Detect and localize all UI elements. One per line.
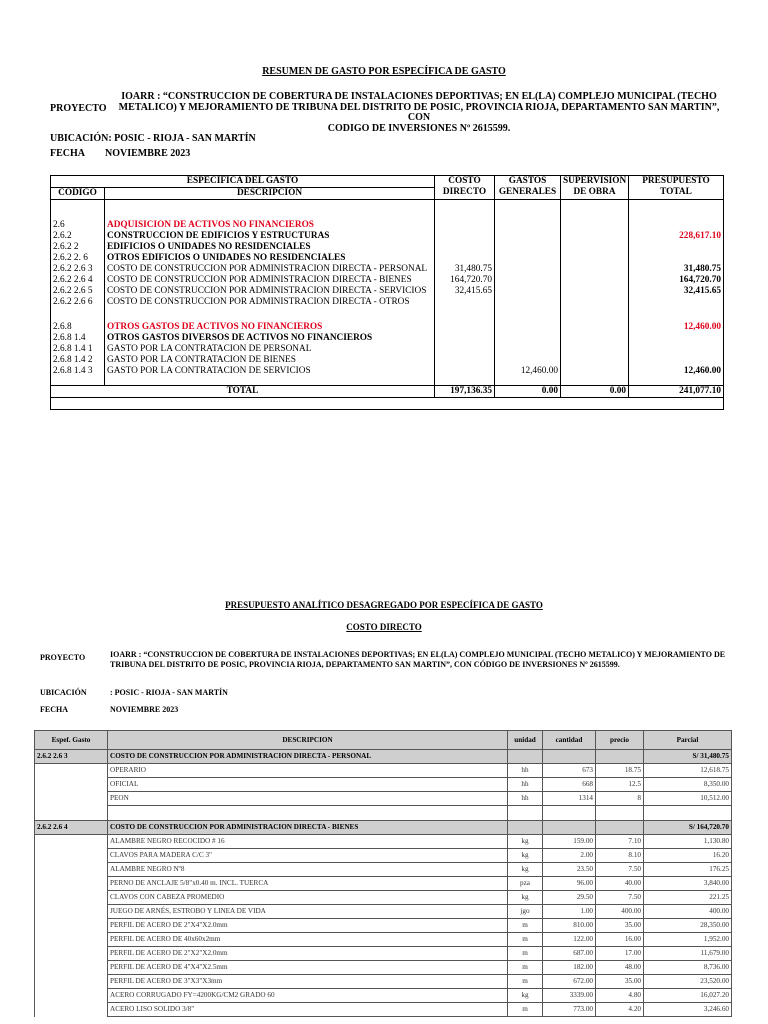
summary-desc-cell: CONSTRUCCION DE EDIFICIOS Y ESTRUCTURAS [105, 231, 435, 242]
summary-supervision-cell [561, 231, 629, 242]
summary-total-presupuesto: 241,077.10 [629, 386, 724, 398]
detail-empty-cell [508, 821, 543, 835]
summary-desc-cell: OTROS GASTOS DE ACTIVOS NO FINANCIEROS [105, 322, 435, 333]
summary-gastos-cell: 12,460.00 [495, 366, 561, 377]
summary-row [51, 242, 724, 253]
detail-item-desc: OFICIAL [108, 778, 508, 792]
detail-item-parcial: 3,840.00 [644, 877, 732, 891]
summary-row [51, 297, 724, 308]
detail-item-row [35, 989, 732, 1003]
summary-total-gastos: 0.00 [495, 386, 561, 398]
detail-item-unidad: m [508, 961, 543, 975]
detail-code-blank [35, 835, 108, 849]
detail-item-parcial: 1,130.80 [644, 835, 732, 849]
detail-item-desc: ALAMBRE NEGRO Nº8 [108, 863, 508, 877]
summary-gastos-cell [495, 275, 561, 286]
summary-supervision-cell [561, 275, 629, 286]
header-costo-line2: DIRECTO [442, 187, 487, 197]
summary-row [51, 355, 724, 366]
detail-item-row [35, 891, 732, 905]
summary-spacer-cell [435, 200, 495, 221]
detail-item-desc: JUEGO DE ARNÉS, ESTROBO Y LINEA DE VIDA [108, 905, 508, 919]
detail-item-row [35, 877, 732, 891]
summary-gastos-cell [495, 242, 561, 253]
summary-gastos-cell [495, 253, 561, 264]
summary-presupuesto-cell [629, 333, 724, 344]
detail-item-parcial: 28,350.00 [644, 919, 732, 933]
detail-header-espec: Espef. Gasto [35, 731, 108, 750]
detail-item-cantidad: 23.50 [543, 863, 596, 877]
detail-item-row [35, 975, 732, 989]
summary-table [50, 175, 724, 410]
detail-spacer-row [35, 806, 732, 821]
summary-spacer-cell [561, 377, 629, 386]
summary-fecha-label: FECHA [50, 148, 85, 159]
detail-subtitle: COSTO DIRECTO [346, 622, 422, 632]
summary-spacer-cell [561, 200, 629, 221]
summary-row [51, 231, 724, 242]
summary-spacer-cell [495, 308, 561, 322]
summary-proyecto-label: PROYECTO [50, 103, 107, 114]
summary-spacer-cell [105, 200, 435, 221]
detail-item-precio: 16.00 [596, 933, 644, 947]
header-gastos-generales [495, 176, 561, 200]
detail-item-cantidad: 672.00 [543, 975, 596, 989]
detail-item-cantidad: 159.00 [543, 835, 596, 849]
summary-code-cell: 2.6.2 2.6 4 [51, 275, 105, 286]
detail-item-row [35, 961, 732, 975]
detail-item-cantidad: 673 [543, 764, 596, 778]
detail-item-unidad: jgo [508, 905, 543, 919]
detail-item-row [35, 764, 732, 778]
summary-spacer-cell [105, 377, 435, 386]
detail-item-unidad: hh [508, 792, 543, 806]
header-costo-directo [435, 176, 495, 200]
summary-proyecto-line: CODIGO DE INVERSIONES Nº 2615599. [327, 122, 511, 134]
summary-presupuesto-cell [629, 220, 724, 231]
summary-spacer-cell [495, 200, 561, 221]
summary-row [51, 366, 724, 377]
detail-code-blank [35, 919, 108, 933]
detail-item-desc: PERFIL DE ACERO DE 2"X2"X2.0mm [108, 947, 508, 961]
detail-code-blank [35, 947, 108, 961]
summary-desc-cell: COSTO DE CONSTRUCCION POR ADMINISTRACION DIRECTA - SERVICIOS [105, 286, 435, 297]
summary-gastos-cell [495, 322, 561, 333]
detail-item-desc: PERFIL DE ACERO DE 3"X3"X3mm [108, 975, 508, 989]
detail-item-desc: ACERO LISO SOLIDO 3/8" [108, 1003, 508, 1017]
detail-code-blank [35, 891, 108, 905]
detail-section-title: COSTO DE CONSTRUCCION POR ADMINISTRACION DIRECTA - PERSONAL [108, 750, 508, 764]
detail-empty-cell [543, 821, 596, 835]
detail-item-cantidad: 1.00 [543, 905, 596, 919]
detail-item-cantidad: 773.00 [543, 1003, 596, 1017]
summary-presupuesto-cell: 31,480.75 [629, 264, 724, 275]
detail-item-desc: OPERARIO [108, 764, 508, 778]
detail-item-cantidad: 122.00 [543, 933, 596, 947]
detail-item-parcial: 221.25 [644, 891, 732, 905]
detail-item-parcial: 8,736.00 [644, 961, 732, 975]
summary-costo-cell [435, 322, 495, 333]
detail-code-blank [35, 933, 108, 947]
detail-item-precio: 8.10 [596, 849, 644, 863]
summary-desc-cell: COSTO DE CONSTRUCCION POR ADMINISTRACION DIRECTA - OTROS [105, 297, 435, 308]
summary-presupuesto-cell: 12,460.00 [629, 322, 724, 333]
summary-gastos-cell [495, 344, 561, 355]
detail-proyecto-value: IOARR : “CONSTRUCCION DE COBERTURA DE INSTALACIONES DEPORTIVAS; EN EL(LA) COMPLEJO MUNICIPAL (TECHO METALICO) Y MEJORAMIENTO DE TRIBUNA DEL DISTRITO DE POSIC, PROVINCIA RIOJA, DEPARTAMENTO SAN MARTIN”, CON CÓDIGO DE INVERSIONES Nº 2615599. [110, 650, 726, 669]
detail-item-precio: 17.00 [596, 947, 644, 961]
detail-title: PRESUPUESTO ANALÍTICO DESAGREGADO POR ESPECÍFICA DE GASTO [225, 600, 543, 610]
detail-item-precio: 8 [596, 792, 644, 806]
detail-item-row [35, 849, 732, 863]
detail-spacer-cell [108, 806, 508, 821]
summary-costo-cell [435, 333, 495, 344]
summary-costo-cell: 164,720.70 [435, 275, 495, 286]
detail-item-unidad: kg [508, 835, 543, 849]
summary-spacer-cell [629, 377, 724, 386]
detail-item-precio: 12.5 [596, 778, 644, 792]
summary-code-cell: 2.6.8 [51, 322, 105, 333]
detail-item-unidad: m [508, 933, 543, 947]
summary-costo-cell [435, 242, 495, 253]
detail-item-precio: 40.00 [596, 877, 644, 891]
detail-item-desc: CLAVOS PARA MADERA C/C 3" [108, 849, 508, 863]
summary-presupuesto-cell: 32,415.65 [629, 286, 724, 297]
summary-presupuesto-cell: 12,460.00 [629, 366, 724, 377]
summary-supervision-cell [561, 297, 629, 308]
summary-code-cell: 2.6.2 2.6 3 [51, 264, 105, 275]
summary-title: RESUMEN DE GASTO POR ESPECÍFICA DE GASTO [262, 66, 506, 77]
summary-costo-cell [435, 344, 495, 355]
summary-spacer-row [51, 308, 724, 322]
summary-presupuesto-cell [629, 253, 724, 264]
detail-header-precio: precio [596, 731, 644, 750]
detail-item-precio: 35.00 [596, 975, 644, 989]
detail-item-unidad: pza [508, 877, 543, 891]
header-especifica: ESPECIFICA DEL GASTO [51, 176, 435, 188]
detail-ubicacion-label: UBICACIÓN [40, 688, 87, 697]
detail-item-unidad: kg [508, 863, 543, 877]
summary-presupuesto-cell: 228,617.10 [629, 231, 724, 242]
detail-item-parcial: 12,618.75 [644, 764, 732, 778]
detail-code-blank [35, 877, 108, 891]
detail-item-row [35, 1003, 732, 1017]
detail-empty-cell [596, 750, 644, 764]
detail-section-row [35, 750, 732, 764]
detail-header-desc: DESCRIPCION [108, 731, 508, 750]
detail-item-parcial: 176.25 [644, 863, 732, 877]
detail-header-unidad: unidad [508, 731, 543, 750]
header-gastos-line1: GASTOS [508, 176, 547, 186]
detail-section-code: 2.6.2 2.6 3 [35, 750, 108, 764]
summary-gastos-cell [495, 231, 561, 242]
detail-item-desc: PERFIL DE ACERO DE 40x60x2mm [108, 933, 508, 947]
summary-spacer-cell [51, 377, 105, 386]
summary-costo-cell: 32,415.65 [435, 286, 495, 297]
summary-code-cell: 2.6 [51, 220, 105, 231]
detail-item-desc: PERFIL DE ACERO DE 4"X4"X2.5mm [108, 961, 508, 975]
summary-code-cell: 2.6.8 1.4 1 [51, 344, 105, 355]
detail-table [34, 730, 732, 1017]
summary-supervision-cell [561, 366, 629, 377]
summary-code-cell: 2.6.2 2.6 5 [51, 286, 105, 297]
detail-item-unidad: kg [508, 891, 543, 905]
summary-supervision-cell [561, 264, 629, 275]
header-sup-line1: SUPERVISION [563, 176, 627, 186]
detail-empty-cell [596, 821, 644, 835]
header-codigo: CODIGO [51, 188, 105, 200]
detail-item-unidad: m [508, 1003, 543, 1017]
summary-presupuesto-cell [629, 355, 724, 366]
summary-presupuesto-cell: 164,720.70 [629, 275, 724, 286]
detail-item-desc: PEON [108, 792, 508, 806]
detail-item-precio: 7.50 [596, 863, 644, 877]
detail-code-blank [35, 1003, 108, 1017]
detail-item-cantidad: 810.00 [543, 919, 596, 933]
detail-code-blank [35, 849, 108, 863]
detail-item-cantidad: 668 [543, 778, 596, 792]
summary-code-cell: 2.6.2 [51, 231, 105, 242]
summary-spacer-cell [51, 200, 105, 221]
detail-code-blank [35, 792, 108, 806]
summary-costo-cell [435, 220, 495, 231]
summary-code-cell: 2.6.8 1.4 [51, 333, 105, 344]
summary-total-label: TOTAL [51, 386, 435, 398]
detail-section-total: S/ 164,720.70 [644, 821, 732, 835]
header-presupuesto [629, 176, 724, 200]
summary-fecha-value: NOVIEMBRE 2023 [105, 148, 191, 159]
detail-item-cantidad: 687.00 [543, 947, 596, 961]
summary-row [51, 322, 724, 333]
summary-desc-cell: EDIFICIOS O UNIDADES NO RESIDENCIALES [105, 242, 435, 253]
detail-item-unidad: hh [508, 778, 543, 792]
detail-item-precio: 48.00 [596, 961, 644, 975]
detail-spacer-cell [35, 806, 108, 821]
detail-item-precio: 18.75 [596, 764, 644, 778]
summary-costo-cell [435, 355, 495, 366]
detail-ubicacion-value: : POSIC - RIOJA - SAN MARTÍN [110, 688, 228, 697]
summary-spacer-cell [495, 377, 561, 386]
summary-total-costo: 197,136.35 [435, 386, 495, 398]
summary-total-row [51, 386, 724, 398]
detail-header-parcial: Parcial [644, 731, 732, 750]
detail-item-desc: ACERO CORRUGADO FY=4200KG/CM2 GRADO 60 [108, 989, 508, 1003]
detail-item-precio: 7.50 [596, 891, 644, 905]
detail-item-unidad: kg [508, 849, 543, 863]
summary-gastos-cell [495, 264, 561, 275]
summary-supervision-cell [561, 344, 629, 355]
header-supervision [561, 176, 629, 200]
detail-item-unidad: hh [508, 764, 543, 778]
detail-item-cantidad: 96.00 [543, 877, 596, 891]
header-pres-line1: PRESUPUESTO [642, 176, 710, 186]
detail-spacer-cell [596, 806, 644, 821]
detail-item-parcial: 10,512.00 [644, 792, 732, 806]
detail-code-blank [35, 905, 108, 919]
detail-item-row [35, 863, 732, 877]
summary-gastos-cell [495, 220, 561, 231]
detail-item-row [35, 792, 732, 806]
detail-code-blank [35, 863, 108, 877]
summary-presupuesto-cell [629, 242, 724, 253]
summary-spacer-cell [435, 308, 495, 322]
detail-fecha-label: FECHA [40, 705, 68, 714]
detail-fecha-value: NOVIEMBRE 2023 [110, 705, 179, 714]
detail-item-row [35, 919, 732, 933]
detail-proyecto-label: PROYECTO [40, 653, 86, 662]
detail-item-desc: PERNO DE ANCLAJE 5/8"x0.40 m. INCL. TUERCA [108, 877, 508, 891]
header-descripcion: DESCRIPCION [105, 188, 435, 200]
detail-code-blank [35, 778, 108, 792]
header-sup-line2: DE OBRA [573, 187, 616, 197]
detail-item-cantidad: 29.50 [543, 891, 596, 905]
detail-item-unidad: m [508, 947, 543, 961]
summary-gastos-cell [495, 333, 561, 344]
detail-item-unidad: m [508, 919, 543, 933]
detail-code-blank [35, 975, 108, 989]
detail-item-parcial: 11,679.00 [644, 947, 732, 961]
summary-row [51, 333, 724, 344]
summary-desc-cell: OTROS EDIFICIOS O UNIDADES NO RESIDENCIALES [105, 253, 435, 264]
detail-spacer-cell [543, 806, 596, 821]
summary-spacer-cell [105, 308, 435, 322]
detail-spacer-cell [644, 806, 732, 821]
summary-desc-cell: COSTO DE CONSTRUCCION POR ADMINISTRACION DIRECTA - PERSONAL [105, 264, 435, 275]
detail-item-cantidad: 182.00 [543, 961, 596, 975]
summary-desc-cell: ADQUISICIÓN DE ACTIVOS NO FINANCIEROS [105, 220, 435, 231]
detail-item-desc: ALAMBRE NEGRO RECOCIDO # 16 [108, 835, 508, 849]
summary-presupuesto-cell [629, 344, 724, 355]
summary-spacer-cell [561, 308, 629, 322]
detail-item-row [35, 778, 732, 792]
summary-spacer-cell [435, 377, 495, 386]
summary-costo-cell [435, 253, 495, 264]
summary-costo-cell [435, 231, 495, 242]
detail-item-parcial: 8,350.00 [644, 778, 732, 792]
detail-section-total: S/ 31,480.75 [644, 750, 732, 764]
summary-code-cell: 2.6.2 2 [51, 242, 105, 253]
summary-supervision-cell [561, 253, 629, 264]
summary-gastos-cell [495, 355, 561, 366]
summary-spacer-cell [51, 308, 105, 322]
detail-item-precio: 7.10 [596, 835, 644, 849]
summary-desc-cell: GASTO POR LA CONTRATACION DE SERVICIOS [105, 366, 435, 377]
summary-proyecto-text [108, 92, 730, 134]
summary-supervision-cell [561, 286, 629, 297]
detail-item-precio: 400.00 [596, 905, 644, 919]
summary-desc-cell: OTROS GASTOS DIVERSOS DE ACTIVOS NO FINANCIEROS [105, 333, 435, 344]
detail-section-code: 2.6.2 2.6 4 [35, 821, 108, 835]
summary-row [51, 253, 724, 264]
detail-empty-cell [508, 750, 543, 764]
detail-code-blank [35, 989, 108, 1003]
summary-total-supervision: 0.00 [561, 386, 629, 398]
summary-supervision-cell [561, 322, 629, 333]
detail-item-cantidad: 2.00 [543, 849, 596, 863]
summary-spacer-cell [629, 308, 724, 322]
detail-item-parcial: 3,246.60 [644, 1003, 732, 1017]
detail-header-cantidad: cantidad [543, 731, 596, 750]
summary-desc-cell: GASTO POR LA CONTRATACION DE BIENES [105, 355, 435, 366]
summary-presupuesto-cell [629, 297, 724, 308]
summary-supervision-cell [561, 355, 629, 366]
summary-code-cell: 2.6.2 2. 6 [51, 253, 105, 264]
summary-gastos-cell [495, 286, 561, 297]
summary-supervision-cell [561, 220, 629, 231]
detail-item-unidad: m [508, 975, 543, 989]
summary-row [51, 220, 724, 231]
detail-item-row [35, 905, 732, 919]
summary-row [51, 344, 724, 355]
detail-section-title: COSTO DE CONSTRUCCION POR ADMINISTRACION DIRECTA - BIENES [108, 821, 508, 835]
summary-ubicacion: UBICACIÓN: POSIC - RIOJA - SAN MARTÍN [50, 133, 256, 144]
header-costo-line1: COSTO [448, 176, 481, 186]
detail-item-parcial: 1,952.00 [644, 933, 732, 947]
header-pres-line2: TOTAL [660, 187, 692, 197]
summary-spacer-row [51, 200, 724, 221]
summary-footer-cell [51, 398, 724, 410]
detail-item-parcial: 400.00 [644, 905, 732, 919]
summary-proyecto-line: IOARR : “CONSTRUCCION DE COBERTURA DE INSTALACIONES DEPORTIVAS; EN EL(LA) COMPLEJO MUNICIPAL (TECHO [121, 91, 717, 102]
detail-code-blank [35, 961, 108, 975]
summary-row [51, 275, 724, 286]
summary-spacer-row [51, 377, 724, 386]
detail-section-row [35, 821, 732, 835]
summary-row [51, 286, 724, 297]
summary-gastos-cell [495, 297, 561, 308]
detail-item-parcial: 16.20 [644, 849, 732, 863]
summary-supervision-cell [561, 333, 629, 344]
summary-proyecto-line: METALICO) Y MEJORAMIENTO DE TRIBUNA DEL DISTRITO DE POSIC, PROVINCIA RIOJA, DEPARTAMENTO SAN MARTIN”, CON [118, 101, 720, 123]
detail-item-row [35, 835, 732, 849]
summary-row [51, 264, 724, 275]
detail-item-precio: 4.80 [596, 989, 644, 1003]
summary-costo-cell [435, 366, 495, 377]
detail-item-precio: 4.20 [596, 1003, 644, 1017]
detail-item-row [35, 933, 732, 947]
summary-desc-cell: COSTO DE CONSTRUCCION POR ADMINISTRACION DIRECTA - BIENES [105, 275, 435, 286]
summary-footer-row [51, 398, 724, 410]
detail-item-cantidad: 1314 [543, 792, 596, 806]
detail-item-desc: PERFIL DE ACERO DE 2"X4"X2.0mm [108, 919, 508, 933]
detail-item-parcial: 23,520.00 [644, 975, 732, 989]
header-gastos-line2: GENERALES [498, 187, 557, 197]
detail-spacer-cell [508, 806, 543, 821]
detail-item-precio: 35.00 [596, 919, 644, 933]
detail-code-blank [35, 764, 108, 778]
detail-item-row [35, 947, 732, 961]
summary-desc-cell: GASTO POR LA CONTRATACION DE PERSONAL [105, 344, 435, 355]
detail-item-desc: CLAVOS CON CABEZA PROMEDIO [108, 891, 508, 905]
summary-code-cell: 2.6.8 1.4 2 [51, 355, 105, 366]
detail-item-parcial: 16,027.20 [644, 989, 732, 1003]
summary-costo-cell: 31,480.75 [435, 264, 495, 275]
summary-supervision-cell [561, 242, 629, 253]
summary-code-cell: 2.6.8 1.4 3 [51, 366, 105, 377]
detail-empty-cell [543, 750, 596, 764]
detail-item-unidad: kg [508, 989, 543, 1003]
summary-costo-cell [435, 297, 495, 308]
detail-item-cantidad: 3339.00 [543, 989, 596, 1003]
summary-spacer-cell [629, 200, 724, 221]
summary-code-cell: 2.6.2 2.6 6 [51, 297, 105, 308]
